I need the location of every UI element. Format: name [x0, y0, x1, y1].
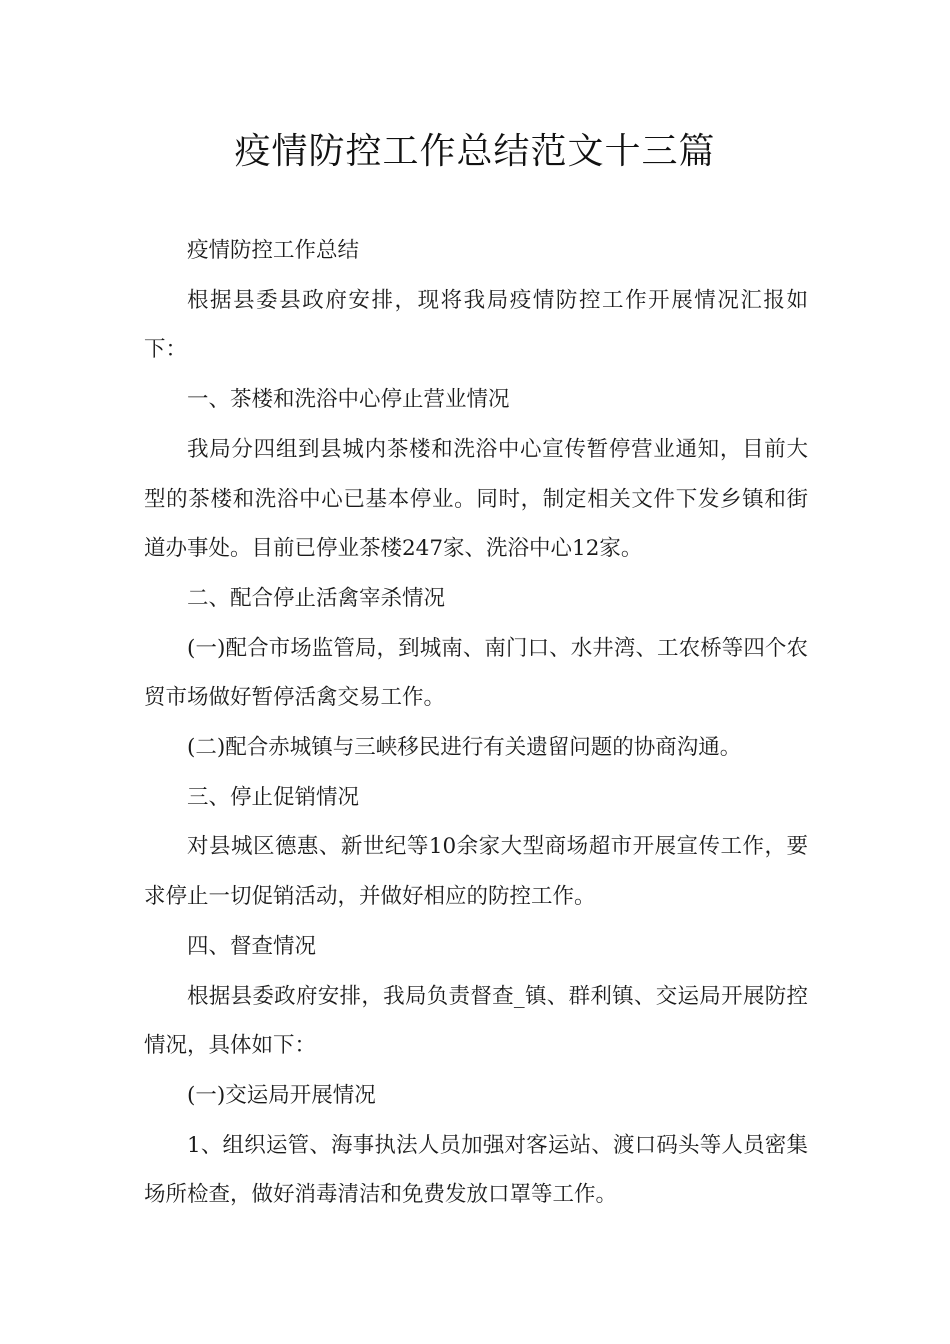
paragraph-subheading: (一)交运局开展情况 [187, 1082, 376, 1108]
document-title: 疫情防控工作总结范文十三篇 [234, 131, 716, 172]
paragraph-body: 我局分四组到县城内茶楼和洗浴中心宣传暂停营业通知，目前大型的茶楼和洗浴中心已基本停业。同时，制定相关文件下发乡镇和街道办事处。目前已停业茶楼247家、洗浴中心12家。 [144, 436, 808, 562]
paragraph-body: 对县城区德惠、新世纪等10余家大型商场超市开展宣传工作，要求停止一切促销活动，并做好相应的防控工作。 [144, 834, 808, 910]
paragraph-body: (二)配合赤城镇与三峡移民进行有关遗留问题的协商沟通。 [187, 735, 742, 761]
paragraph-intro: 根据县委县政府安排，现将我局疫情防控工作开展情况汇报如下： [144, 287, 808, 363]
paragraph-heading-1: 一、茶楼和洗浴中心停止营业情况 [187, 387, 510, 413]
document-body [144, 226, 808, 1220]
paragraph-heading-4: 四、督查情况 [187, 933, 317, 959]
paragraph-heading-2: 二、配合停止活禽宰杀情况 [187, 585, 446, 611]
paragraph-heading-3: 三、停止促销情况 [187, 784, 360, 810]
paragraph-section-heading: 疫情防控工作总结 [187, 238, 360, 263]
paragraph-body: 根据县委政府安排，我局负责督查_镇、群利镇、交运局开展防控情况，具体如下： [144, 983, 808, 1059]
paragraph-body: (一)配合市场监管局，到城南、南门口、水井湾、工农桥等四个农贸市场做好暂停活禽交易工作。 [144, 635, 808, 711]
paragraph-body: 1、组织运管、海事执法人员加强对客运站、渡口码头等人员密集场所检查，做好消毒清洁和免费发放口罩等工作。 [144, 1132, 808, 1208]
